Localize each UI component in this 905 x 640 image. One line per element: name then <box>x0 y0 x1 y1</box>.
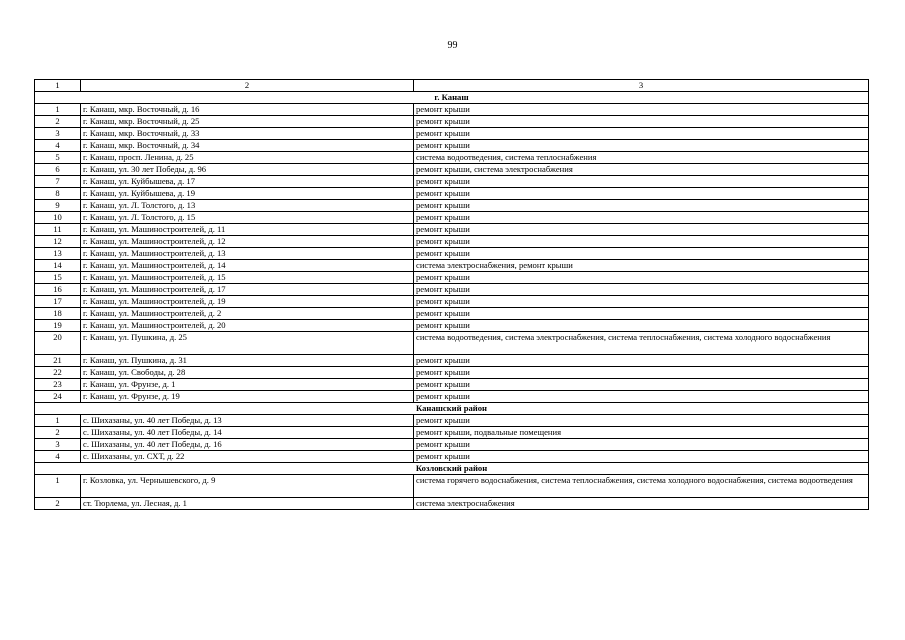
header-col-3: 3 <box>414 80 869 92</box>
table-row <box>35 475 869 498</box>
row-number: 14 <box>35 260 81 272</box>
row-address: г. Канаш, ул. Машиностроителей, д. 15 <box>81 272 414 284</box>
row-number: 7 <box>35 176 81 188</box>
row-address: с. Шихазаны, ул. 40 лет Победы, д. 14 <box>81 427 414 439</box>
row-number: 4 <box>35 451 81 463</box>
page-number: 99 <box>447 40 458 51</box>
table-row <box>35 272 869 284</box>
row-work: система горячего водоснабжения, система теплоснабжения, система холодного водоснабжения, система водоотведения <box>414 475 869 498</box>
row-address: г. Канаш, ул. Машиностроителей, д. 12 <box>81 236 414 248</box>
table-header-row <box>35 80 869 92</box>
row-work: ремонт крыши <box>414 308 869 320</box>
table-row <box>35 176 869 188</box>
row-work: ремонт крыши <box>414 451 869 463</box>
row-work: система водоотведения, система электроснабжения, система теплоснабжения, система холодного водоснабжения <box>414 332 869 355</box>
row-address: г. Канаш, ул. Л. Толстого, д. 13 <box>81 200 414 212</box>
table-row <box>35 248 869 260</box>
row-work: ремонт крыши <box>414 415 869 427</box>
row-work: ремонт крыши, система электроснабжения <box>414 164 869 176</box>
table-row <box>35 332 869 355</box>
row-work: ремонт крыши <box>414 320 869 332</box>
row-address: г. Канаш, ул. Машиностроителей, д. 14 <box>81 260 414 272</box>
table-row <box>35 128 869 140</box>
row-work: ремонт крыши, подвальные помещения <box>414 427 869 439</box>
row-address: г. Канаш, ул. 30 лет Победы, д. 96 <box>81 164 414 176</box>
row-number: 3 <box>35 439 81 451</box>
table-row <box>35 284 869 296</box>
table-row <box>35 200 869 212</box>
row-work: ремонт крыши <box>414 367 869 379</box>
row-number: 17 <box>35 296 81 308</box>
row-number: 23 <box>35 379 81 391</box>
table-row <box>35 236 869 248</box>
row-work: ремонт крыши <box>414 128 869 140</box>
row-work: система электроснабжения, ремонт крыши <box>414 260 869 272</box>
row-address: г. Козловка, ул. Чернышевского, д. 9 <box>81 475 414 498</box>
row-work: ремонт крыши <box>414 212 869 224</box>
row-address: г. Канаш, ул. Машиностроителей, д. 17 <box>81 284 414 296</box>
table-row <box>35 427 869 439</box>
row-work: ремонт крыши <box>414 116 869 128</box>
table-row <box>35 439 869 451</box>
section-title: Козловский район <box>35 463 869 475</box>
repair-table <box>34 79 869 510</box>
row-work: ремонт крыши <box>414 284 869 296</box>
row-number: 1 <box>35 104 81 116</box>
table-row <box>35 116 869 128</box>
row-work: ремонт крыши <box>414 272 869 284</box>
row-number: 15 <box>35 272 81 284</box>
table-row <box>35 355 869 367</box>
row-number: 2 <box>35 116 81 128</box>
table-row <box>35 498 869 510</box>
row-work: ремонт крыши <box>414 379 869 391</box>
table-row <box>35 164 869 176</box>
row-work: ремонт крыши <box>414 248 869 260</box>
row-address: г. Канаш, мкр. Восточный, д. 34 <box>81 140 414 152</box>
row-address: г. Канаш, мкр. Восточный, д. 33 <box>81 128 414 140</box>
table-row <box>35 415 869 427</box>
row-number: 10 <box>35 212 81 224</box>
row-address: г. Канаш, ул. Л. Толстого, д. 15 <box>81 212 414 224</box>
table-row <box>35 152 869 164</box>
row-work: ремонт крыши <box>414 188 869 200</box>
header-col-1: 1 <box>35 80 81 92</box>
row-work: ремонт крыши <box>414 140 869 152</box>
row-number: 2 <box>35 498 81 510</box>
row-number: 1 <box>35 475 81 498</box>
section-title: г. Канаш <box>35 92 869 104</box>
row-work: ремонт крыши <box>414 176 869 188</box>
row-number: 20 <box>35 332 81 355</box>
table-row <box>35 379 869 391</box>
row-address: г. Канаш, ул. Машиностроителей, д. 2 <box>81 308 414 320</box>
table-row <box>35 188 869 200</box>
table-row <box>35 391 869 403</box>
row-address: г. Канаш, ул. Пушкина, д. 25 <box>81 332 414 355</box>
row-work: система водоотведения, система теплоснабжения <box>414 152 869 164</box>
section-header-row <box>35 463 869 475</box>
row-address: г. Канаш, ул. Машиностроителей, д. 11 <box>81 224 414 236</box>
table-row <box>35 308 869 320</box>
table-row <box>35 212 869 224</box>
row-number: 8 <box>35 188 81 200</box>
row-address: г. Канаш, ул. Свободы, д. 28 <box>81 367 414 379</box>
row-number: 4 <box>35 140 81 152</box>
table-row <box>35 296 869 308</box>
table-row <box>35 224 869 236</box>
row-number: 6 <box>35 164 81 176</box>
row-work: ремонт крыши <box>414 355 869 367</box>
row-work: ремонт крыши <box>414 439 869 451</box>
row-number: 19 <box>35 320 81 332</box>
table-row <box>35 140 869 152</box>
header-col-2: 2 <box>81 80 414 92</box>
row-work: ремонт крыши <box>414 200 869 212</box>
row-number: 21 <box>35 355 81 367</box>
row-address: с. Шихазаны, ул. 40 лет Победы, д. 13 <box>81 415 414 427</box>
row-work: ремонт крыши <box>414 104 869 116</box>
row-address: г. Канаш, ул. Машиностроителей, д. 20 <box>81 320 414 332</box>
section-header-row <box>35 403 869 415</box>
row-number: 9 <box>35 200 81 212</box>
row-number: 3 <box>35 128 81 140</box>
row-number: 18 <box>35 308 81 320</box>
row-number: 12 <box>35 236 81 248</box>
row-work: система электроснабжения <box>414 498 869 510</box>
row-address: г. Канаш, ул. Куйбышева, д. 17 <box>81 176 414 188</box>
row-address: с. Шихазаны, ул. 40 лет Победы, д. 16 <box>81 439 414 451</box>
table-row <box>35 451 869 463</box>
section-header-row <box>35 92 869 104</box>
row-number: 13 <box>35 248 81 260</box>
row-number: 24 <box>35 391 81 403</box>
row-work: ремонт крыши <box>414 296 869 308</box>
row-number: 1 <box>35 415 81 427</box>
row-address: ст. Тюрлема, ул. Лесная, д. 1 <box>81 498 414 510</box>
row-address: г. Канаш, ул. Фрунзе, д. 19 <box>81 391 414 403</box>
row-work: ремонт крыши <box>414 391 869 403</box>
row-work: ремонт крыши <box>414 236 869 248</box>
section-title: Канашский район <box>35 403 869 415</box>
table-row <box>35 367 869 379</box>
row-address: г. Канаш, просп. Ленина, д. 25 <box>81 152 414 164</box>
row-number: 2 <box>35 427 81 439</box>
row-address: г. Канаш, ул. Фрунзе, д. 1 <box>81 379 414 391</box>
row-address: г. Канаш, ул. Пушкина, д. 31 <box>81 355 414 367</box>
row-number: 11 <box>35 224 81 236</box>
row-address: г. Канаш, ул. Машиностроителей, д. 19 <box>81 296 414 308</box>
row-number: 22 <box>35 367 81 379</box>
row-number: 16 <box>35 284 81 296</box>
row-address: г. Канаш, ул. Машиностроителей, д. 13 <box>81 248 414 260</box>
table-row <box>35 104 869 116</box>
table-row <box>35 260 869 272</box>
row-number: 5 <box>35 152 81 164</box>
row-address: с. Шихазаны, ул. СХТ, д. 22 <box>81 451 414 463</box>
table-row <box>35 320 869 332</box>
row-work: ремонт крыши <box>414 224 869 236</box>
row-address: г. Канаш, мкр. Восточный, д. 16 <box>81 104 414 116</box>
row-address: г. Канаш, ул. Куйбышева, д. 19 <box>81 188 414 200</box>
row-address: г. Канаш, мкр. Восточный, д. 25 <box>81 116 414 128</box>
